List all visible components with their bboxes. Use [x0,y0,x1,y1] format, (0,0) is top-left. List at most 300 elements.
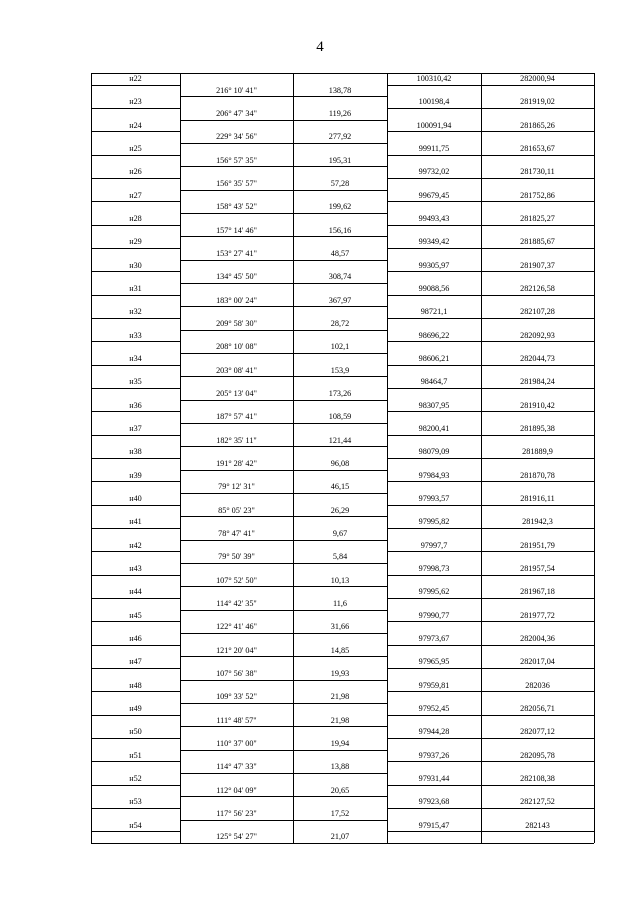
point-name: н40 [129,494,142,503]
row-separator [387,481,594,482]
row-separator [387,575,594,576]
row-separator [387,808,594,809]
row-separator [387,715,594,716]
coordinate-x: 99679,45 [418,190,450,200]
coordinate-y: 281919,02 [520,97,555,107]
segment-length: 199,62 [328,202,352,212]
point-name: н42 [129,540,142,550]
row-separator [91,85,180,86]
segment-length: 10,13 [330,575,350,585]
direction-angle: 156° 35' 57" [216,179,257,188]
point-name: н34 [129,354,142,363]
table-row [91,260,594,271]
coordinate-y: 282017,04 [520,657,555,667]
row-separator [91,598,180,599]
segment-length: 46,15 [330,482,350,492]
table-row [91,808,594,819]
table-row [91,365,594,376]
table-row [91,703,594,714]
table-row [91,166,594,177]
coordinate-y: 282095,78 [520,750,555,760]
coordinate-x: 97993,57 [418,494,450,503]
direction-angle: 157° 14' 46" [216,225,257,235]
coordinate-y: 281916,11 [520,494,555,503]
row-separator [387,411,594,412]
table-row [91,143,594,154]
table-row [91,131,594,142]
coordinate-y: 281730,11 [520,167,555,177]
table-row [91,318,594,329]
row-separator [387,621,594,622]
point-name: н22 [129,74,142,83]
point-name: н36 [129,400,142,410]
segment-length: 28,72 [330,319,350,328]
row-separator [387,598,594,599]
direction-angle: 229° 34' 56" [216,132,257,142]
segment-length: 48,57 [330,249,350,258]
row-separator [387,295,594,296]
table-row [91,411,594,422]
coordinate-y: 281977,72 [520,610,555,620]
direction-angle: 158° 43' 52" [216,202,257,212]
table-row [91,505,594,516]
point-name: н28 [129,214,142,223]
table-row [91,586,594,597]
table-row [91,715,594,726]
point-name: н52 [129,774,142,783]
row-separator [91,481,180,482]
row-separator [91,621,180,622]
coordinate-y: 282127,52 [520,797,555,807]
direction-angle: 107° 56' 38" [216,669,257,678]
segment-length: 26,29 [330,505,350,515]
coordinate-y: 282126,58 [520,284,555,293]
point-name: н24 [129,120,142,130]
table-row [91,435,594,446]
table-row [91,820,594,831]
row-separator [91,761,180,762]
segment-length: 21,07 [330,832,350,842]
table-row [91,213,594,224]
table-row [91,400,594,411]
coordinate-y: 281957,54 [520,564,555,573]
direction-angle: 122° 41' 46" [216,622,257,632]
coordinate-y: 281967,18 [520,587,555,597]
coordinate-x: 99088,56 [418,284,450,293]
coordinate-x: 97998,73 [418,564,450,573]
coordinate-x: 97990,77 [418,610,450,620]
coordinate-y: 281895,38 [520,424,555,433]
table-row [91,423,594,434]
coordinate-y: 282077,12 [520,727,555,737]
table-row [91,563,594,574]
table-row [91,516,594,527]
row-separator [387,85,594,86]
segment-length: 9,67 [332,529,348,538]
table-row [91,108,594,119]
direction-angle: 208° 10' 08" [216,342,257,352]
row-separator [387,365,594,366]
table-row [91,341,594,352]
table-row [91,621,594,632]
direction-angle: 156° 57' 35" [216,155,257,165]
coordinate-x: 97923,68 [418,797,450,807]
row-separator [91,715,180,716]
point-name: н53 [129,797,142,807]
page-number: 4 [316,39,324,55]
direction-angle: 107° 52' 50" [216,575,257,585]
table-row [91,528,594,539]
table-border-bottom [91,843,594,844]
row-separator [91,365,180,366]
coordinate-x: 98464,7 [420,377,448,387]
direction-angle: 153° 27' 41" [216,249,257,258]
coordinates-table [91,73,594,843]
coordinate-y: 281752,86 [520,190,555,200]
row-separator [91,691,180,692]
table-row [91,691,594,702]
coordinate-y: 281889,9 [522,447,553,457]
segment-length: 5,84 [332,552,348,562]
table-row [91,73,594,84]
point-name: н49 [129,704,142,713]
table-row [91,773,594,784]
coordinate-x: 99911,75 [418,144,450,153]
segment-length: 367,97 [328,295,352,305]
point-name: н47 [129,657,142,667]
coordinate-y: 281942,3 [522,517,553,527]
coordinate-x: 99349,42 [418,237,450,247]
row-separator [91,271,180,272]
coordinate-y: 282107,28 [520,307,555,317]
coordinate-y: 282108,38 [520,774,555,783]
table-row [91,575,594,586]
direction-angle: 121° 20' 04" [216,645,257,655]
segment-length: 277,92 [328,132,352,142]
segment-length: 20,65 [330,785,350,795]
coordinate-y: 281907,37 [520,260,555,270]
segment-length: 102,1 [330,342,350,352]
coordinate-x: 99305,97 [418,260,450,270]
direction-angle: 117° 56' 23" [216,809,257,818]
segment-length: 17,52 [330,809,350,818]
point-name: н33 [129,330,142,340]
table-row [91,120,594,131]
segment-length: 19,94 [330,739,350,748]
direction-angle: 206° 47' 34" [216,109,257,118]
row-separator [91,178,180,179]
coordinate-y: 282036 [525,680,550,690]
point-name: н38 [129,447,142,457]
row-separator [91,668,180,669]
coordinate-x: 98079,09 [418,447,450,457]
table-row [91,353,594,364]
direction-angle: 191° 28' 42" [216,459,257,468]
row-separator [387,248,594,249]
coordinate-x: 98307,95 [418,400,450,410]
coordinate-y: 282004,36 [520,634,555,643]
coordinate-x: 100310,42 [416,74,452,83]
row-separator [91,248,180,249]
segment-length: 156,16 [328,225,352,235]
row-separator [91,295,180,296]
table-column-line [594,73,595,843]
coordinate-x: 97944,28 [418,727,450,737]
coordinate-y: 281951,79 [520,540,555,550]
point-name: н51 [129,750,142,760]
direction-angle: 203° 08' 41" [216,365,257,375]
row-separator [91,201,180,202]
row-separator [91,318,180,319]
segment-length: 21,98 [330,715,350,725]
row-separator [387,271,594,272]
direction-angle: 205° 13' 04" [216,389,257,398]
point-name: н39 [129,470,142,480]
coordinate-x: 99493,43 [418,214,450,223]
row-separator [91,528,180,529]
table-row [91,551,594,562]
point-name: н41 [129,517,142,527]
table-row [91,236,594,247]
row-separator [91,645,180,646]
direction-angle: 216° 10' 41" [216,85,257,95]
table-row [91,271,594,282]
table-row [91,470,594,481]
direction-angle: 182° 35' 11" [216,435,257,445]
segment-length: 14,85 [330,645,350,655]
segment-length: 195,31 [328,155,352,165]
row-separator [91,131,180,132]
table-row [91,155,594,166]
row-separator [91,458,180,459]
row-separator [91,341,180,342]
row-separator [91,108,180,109]
segment-length: 96,08 [330,459,350,468]
row-separator [387,155,594,156]
segment-length: 31,66 [330,622,350,632]
segment-length: 173,26 [328,389,352,398]
point-name: н43 [129,564,142,573]
table-row [91,761,594,772]
row-separator [91,155,180,156]
point-name: н30 [129,260,142,270]
segment-length: 19,93 [330,669,350,678]
direction-angle: 78° 47' 41" [218,529,255,538]
table-row [91,656,594,667]
coordinate-x: 98696,22 [418,330,450,340]
coordinate-x: 97973,67 [418,634,450,643]
direction-angle: 85° 05' 23" [218,505,255,515]
table-row [91,388,594,399]
row-separator [387,691,594,692]
row-separator [387,551,594,552]
point-name: н23 [129,97,142,107]
coordinate-x: 97959,81 [418,680,450,690]
coordinate-x: 97915,47 [418,820,450,830]
row-separator [387,785,594,786]
table-row [91,96,594,107]
direction-angle: 125° 54' 27" [216,832,257,842]
table-row [91,283,594,294]
table-row [91,796,594,807]
point-name: н27 [129,190,142,200]
table-row [91,633,594,644]
coordinate-x: 100091,94 [416,120,452,130]
coordinate-y: 281984,24 [520,377,555,387]
coordinate-x: 97995,62 [418,587,450,597]
row-separator [387,761,594,762]
coordinate-y: 282092,93 [520,330,555,340]
direction-angle: 187° 57' 41" [216,412,257,422]
row-separator [387,178,594,179]
row-separator [387,738,594,739]
point-name: н26 [129,167,142,177]
row-separator [91,225,180,226]
point-name: н48 [129,680,142,690]
coordinate-y: 281825,27 [520,214,555,223]
table-row [91,738,594,749]
coordinate-y: 282056,71 [520,704,555,713]
point-name: н25 [129,144,142,153]
coordinate-x: 99732,02 [418,167,450,177]
table-row [91,645,594,656]
segment-length: 11,6 [332,599,348,608]
direction-angle: 134° 45' 50" [216,272,257,282]
direction-angle: 209° 58' 30" [216,319,257,328]
coordinate-x: 97931,44 [418,774,450,783]
row-separator [387,458,594,459]
row-separator [91,551,180,552]
row-separator [387,505,594,506]
row-separator [387,528,594,529]
direction-angle: 109° 33' 52" [216,692,257,702]
table-row [91,376,594,387]
direction-angle: 110° 37' 00" [216,739,257,748]
row-separator [387,131,594,132]
row-separator [387,201,594,202]
segment-length: 138,78 [328,85,352,95]
coordinate-x: 98606,21 [418,354,450,363]
row-separator [91,435,180,436]
row-separator [91,575,180,576]
segment-length: 13,88 [330,762,350,772]
direction-angle: 114° 42' 35" [216,599,257,608]
table-row [91,446,594,457]
segment-length: 121,44 [328,435,352,445]
coordinate-x: 97995,82 [418,517,450,527]
coordinate-y: 282044,73 [520,354,555,363]
table-row [91,540,594,551]
row-separator [91,388,180,389]
coordinate-y: 282143 [525,820,550,830]
direction-angle: 79° 12' 31" [218,482,255,492]
segment-length: 308,74 [328,272,352,282]
row-separator [387,318,594,319]
direction-angle: 183° 00' 24" [216,295,257,305]
point-name: н44 [129,587,142,597]
table-row [91,306,594,317]
row-separator [387,435,594,436]
table-row [91,610,594,621]
coordinate-x: 98721,1 [420,307,448,317]
table-row [91,598,594,609]
segment-length: 119,26 [328,109,352,118]
table-row [91,330,594,341]
table-row [91,831,594,842]
coordinate-x: 98200,41 [418,424,450,433]
table-row [91,201,594,212]
row-separator [387,668,594,669]
row-separator [387,341,594,342]
point-name: н54 [129,820,142,830]
coordinate-y: 281885,67 [520,237,555,247]
segment-length: 57,28 [330,179,350,188]
direction-angle: 112° 04' 09" [216,785,257,795]
coordinate-x: 97984,93 [418,470,450,480]
table-row [91,85,594,96]
row-separator [91,785,180,786]
row-separator [91,808,180,809]
row-separator [91,505,180,506]
point-name: н37 [129,424,142,433]
coordinate-y: 281653,67 [520,144,555,153]
point-name: н35 [129,377,142,387]
coordinate-y: 282000,94 [520,74,555,83]
coordinate-y: 281910,42 [520,400,555,410]
coordinate-x: 97965,95 [418,657,450,667]
coordinate-x: 97952,45 [418,704,450,713]
point-name: н45 [129,610,142,620]
coordinate-x: 100198,4 [418,97,450,107]
table-row [91,726,594,737]
table-row [91,680,594,691]
coordinate-y: 281870,78 [520,470,555,480]
table-row [91,295,594,306]
table-row [91,458,594,469]
row-separator [91,738,180,739]
point-name: н46 [129,634,142,643]
segment-length: 21,98 [330,692,350,702]
table-row [91,785,594,796]
table-row [91,493,594,504]
coordinate-x: 97937,26 [418,750,450,760]
table-row [91,668,594,679]
coordinate-y: 281865,26 [520,120,555,130]
table-row [91,190,594,201]
direction-angle: 114° 47' 33" [216,762,257,772]
row-separator [387,108,594,109]
row-separator [387,645,594,646]
table-row [91,178,594,189]
table-row [91,225,594,236]
point-name: н29 [129,237,142,247]
direction-angle: 79° 50' 39" [218,552,255,562]
point-name: н31 [129,284,142,293]
segment-length: 108,59 [328,412,352,422]
point-name: н50 [129,727,142,737]
row-separator [91,411,180,412]
row-separator [91,831,180,832]
row-separator [387,225,594,226]
table-row [91,750,594,761]
point-name: н32 [129,307,142,317]
coordinate-x: 97997,7 [420,540,448,550]
table-row [91,481,594,492]
table-row [91,248,594,259]
segment-length: 153,9 [330,365,350,375]
row-separator [387,831,594,832]
direction-angle: 111° 48' 57" [216,715,257,725]
